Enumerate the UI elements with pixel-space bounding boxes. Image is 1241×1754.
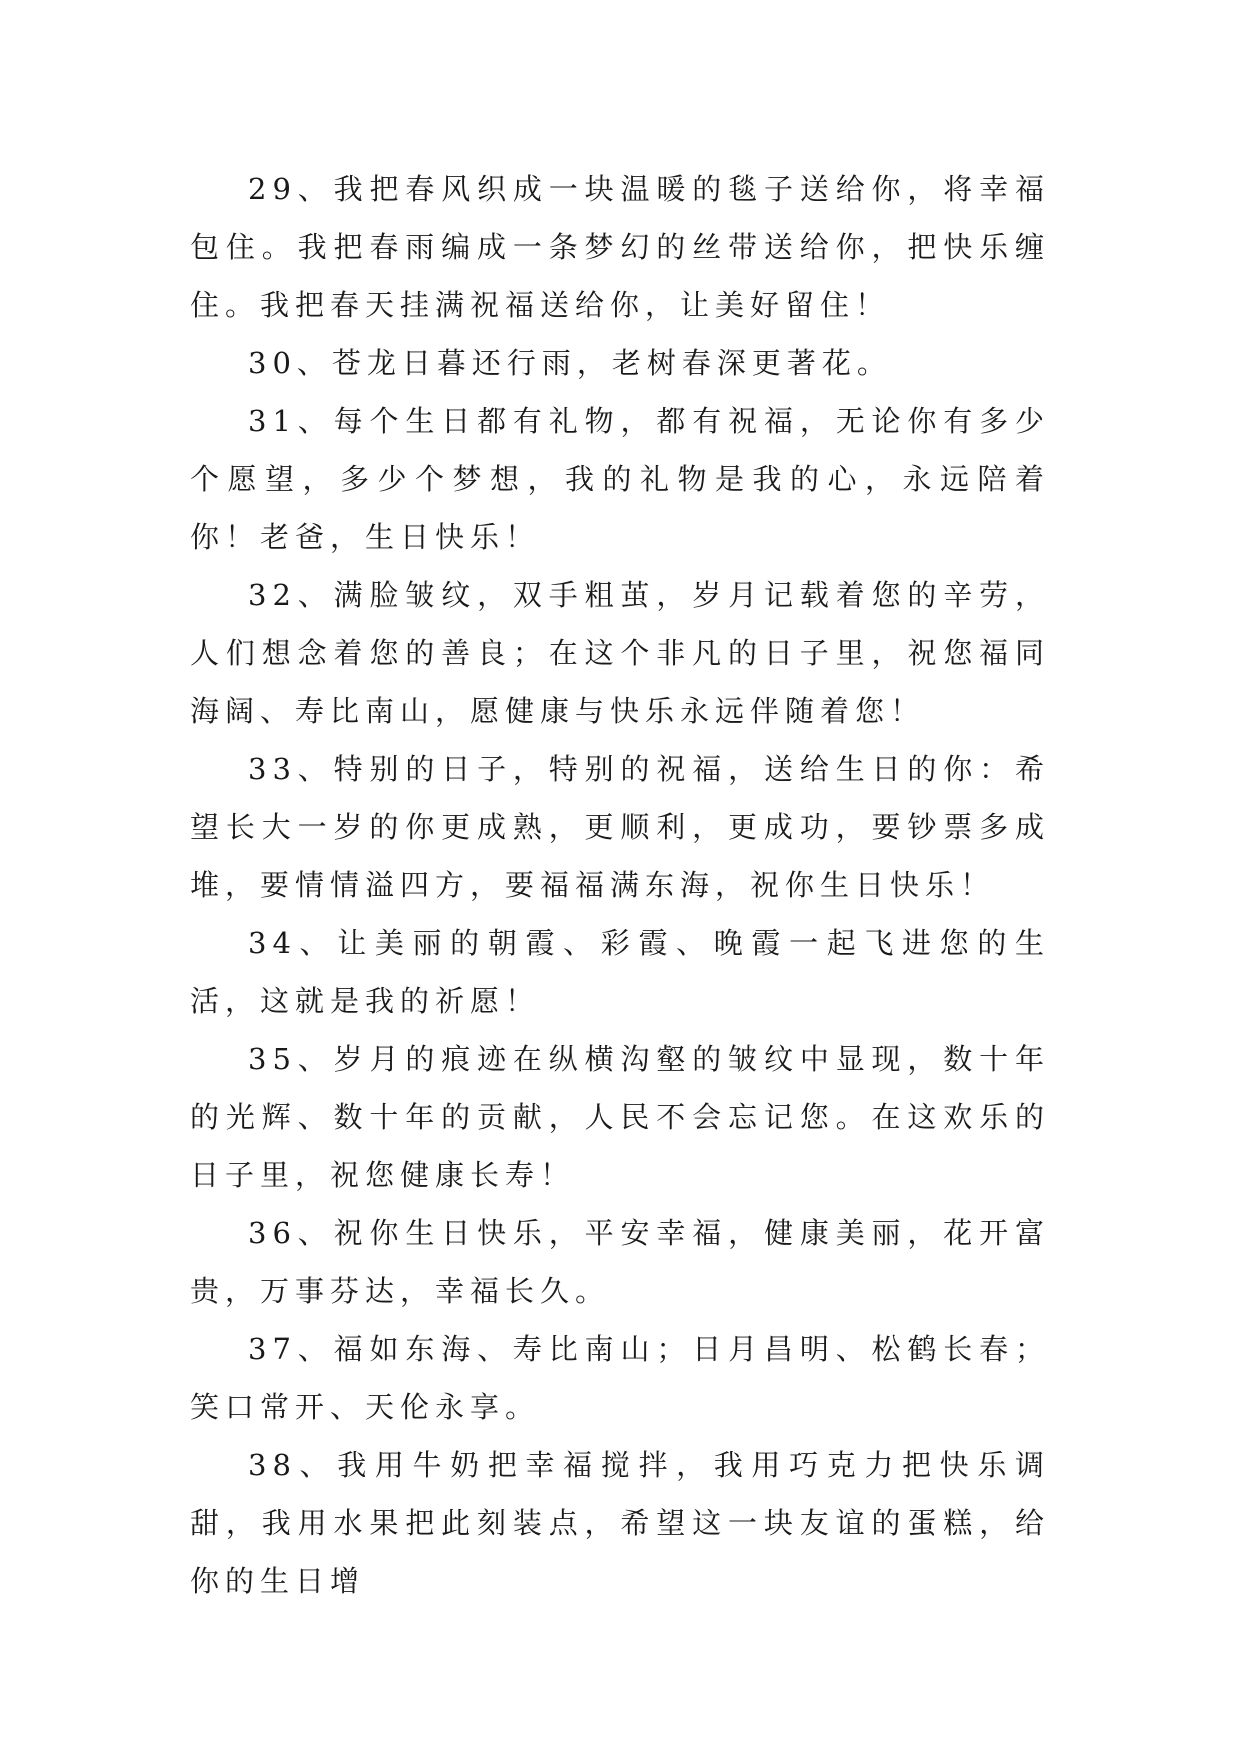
- paragraph-29: 29、我把春风织成一块温暖的毯子送给你，将幸福包住。我把春雨编成一条梦幻的丝带送给你，把快乐缠住。我把春天挂满祝福送给你，让美好留住！: [190, 172, 1050, 322]
- paragraph-35: 35、岁月的痕迹在纵横沟壑的皱纹中显现，数十年的光辉、数十年的贡献，人民不会忘记您。在这欢乐的日子里，祝您健康长寿！: [190, 1042, 1050, 1192]
- paragraph-32: 32、满脸皱纹，双手粗茧，岁月记载着您的辛劳，人们想念着您的善良；在这个非凡的日子里，祝您福同海阔、寿比南山，愿健康与快乐永远伴随着您！: [190, 578, 1050, 728]
- document-body: [190, 160, 1050, 1610]
- paragraph-33: 33、特别的日子，特别的祝福，送给生日的你：希望长大一岁的你更成熟，更顺利，更成功，要钞票多成堆，要情情溢四方，要福福满东海，祝你生日快乐！: [190, 752, 1050, 902]
- paragraph-30: 30、苍龙日暮还行雨，老树春深更著花。: [248, 346, 892, 380]
- paragraph-38: 38、我用牛奶把幸福搅拌，我用巧克力把快乐调甜，我用水果把此刻装点，希望这一块友谊的蛋糕，给你的生日增: [190, 1448, 1050, 1598]
- paragraph-36: 36、祝你生日快乐，平安幸福，健康美丽，花开富贵，万事芬达，幸福长久。: [190, 1216, 1050, 1308]
- paragraph-31: 31、每个生日都有礼物，都有祝福，无论你有多少个愿望，多少个梦想，我的礼物是我的心，永远陪着你！老爸，生日快乐！: [190, 404, 1050, 554]
- paragraph-37: 37、福如东海、寿比南山；日月昌明、松鹤长春；笑口常开、天伦永享。: [190, 1332, 1050, 1424]
- paragraph-34: 34、让美丽的朝霞、彩霞、晚霞一起飞进您的生活，这就是我的祈愿！: [190, 926, 1050, 1018]
